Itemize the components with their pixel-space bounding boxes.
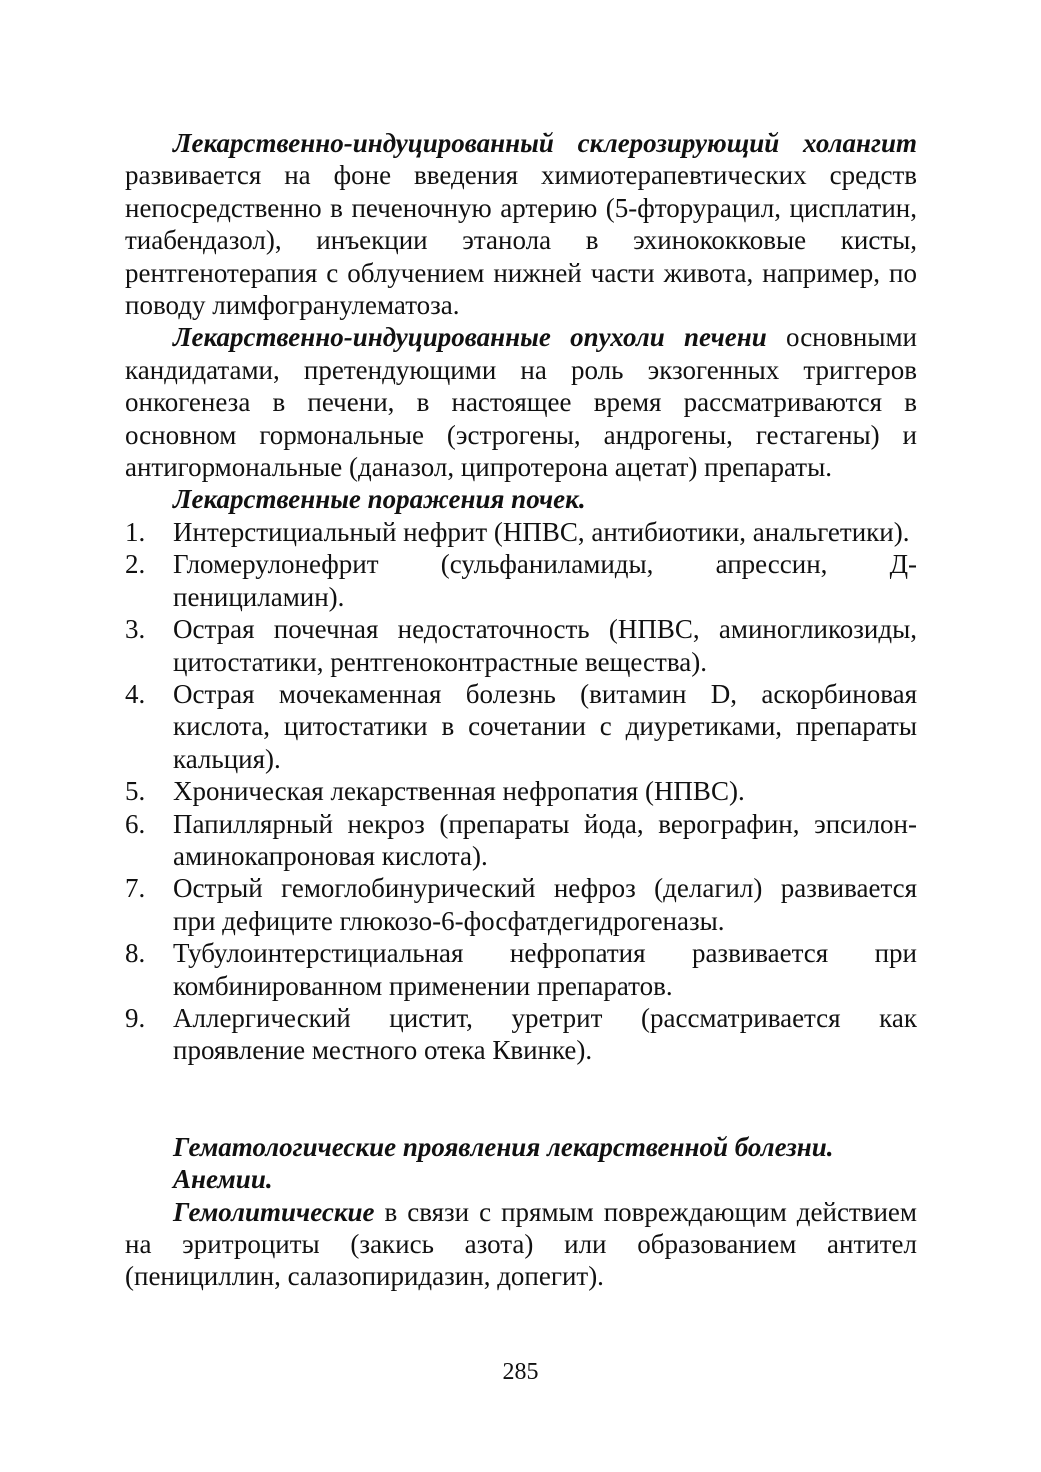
list-item-number: 3. [125,614,146,645]
list-item [125,937,917,1002]
list-item-number: 6. [125,808,146,839]
list-item-text: Папиллярный некроз (препараты йода, верографин, эпсилон-аминокапроновая кислота). [173,808,917,871]
list-item-number: 2. [125,549,146,580]
list-item [125,808,917,873]
list-item [125,775,917,807]
page-number: 285 [502,1359,539,1385]
list-item [125,872,917,937]
list-item-text: Острая почечная недостаточность (НПВС, аминогликозиды, цитостатики, рентгеноконтрастные вещества). [173,614,917,677]
paragraph-liver-tumors [125,321,917,483]
heading-anemia: Анемии. [173,1164,273,1195]
section-spacer [125,1067,917,1131]
list-item [125,516,917,548]
list-item-text: Тубулоинтерстициальная нефропатия развивается при комбинированном применении препаратов. [173,938,917,1001]
list-item-number: 9. [125,1002,146,1033]
list-item-number: 7. [125,873,146,904]
paragraph-hemolytic-text: в связи с прямым повреждающим действием на эритроциты (закись азота) или образованием антител (пенициллин, салазопиридазин, допегит). [125,1196,917,1292]
list-item-number: 8. [125,938,146,969]
paragraph-liver-tumors-text: основными кандидатами, претендующими на роль экзогенных триггеров онкогенеза в печени, в настоящее время рассматриваются в основном гормональные (эстрогены, андрогены, гестагены) и антигормональные (даназол, ципротерона ацетат) препараты. [125,322,917,483]
list-item-number: 1. [125,516,146,547]
list-item-text: Интерстициальный нефрит (НПВС, антибиотики, анальгетики). [173,516,910,547]
list-item-text: Хроническая лекарственная нефропатия (НПВС). [173,776,745,807]
paragraph-cholangitis [125,127,917,321]
list-item-text: Острый гемоглобинурический нефроз (делагил) развивается при дефиците глюкозо-6-фосфатдегидрогеназы. [173,873,917,936]
paragraph-hemolytic [125,1196,917,1293]
list-item-text: Острая мочекаменная болезнь (витамин D, аскорбиновая кислота, цитостатики в сочетании с диуретиками, препараты кальция). [173,678,917,774]
list-item [125,548,917,613]
term-liver-tumors: Лекарственно-индуцированные опухоли печени [173,322,767,353]
list-item-text: Аллергический цистит, уретрит (рассматривается как проявление местного отека Квинке). [173,1002,917,1066]
list-item-text: Гломерулонефрит (сульфаниламиды, апрессин, Д-пенициламин). [173,549,917,612]
heading-kidney-lesions: Лекарственные поражения почек. [173,484,586,515]
term-hemolytic: Гемолитические [173,1196,375,1227]
paragraph-cholangitis-text: развивается на фоне введения химиотерапевтических средств непосредственно в печеночную артерию (5-фторурацил, цисплатин, тиабендазол), инъекции этанола в эхинококковые кисты, рентгенотерапия с облучением нижней части живота, например, по поводу лимфогранулематоза. [125,160,917,321]
page-content [125,127,917,1293]
list-item [125,678,917,775]
term-cholangitis: Лекарственно-индуцированный склерозирующий холангит [173,128,917,158]
list-item [125,613,917,678]
heading-hematology: Гематологические проявления лекарственной болезни. [173,1131,834,1162]
kidney-lesions-list [125,516,917,1067]
list-item-number: 5. [125,776,146,807]
list-item [125,1002,917,1067]
list-item-number: 4. [125,678,146,709]
